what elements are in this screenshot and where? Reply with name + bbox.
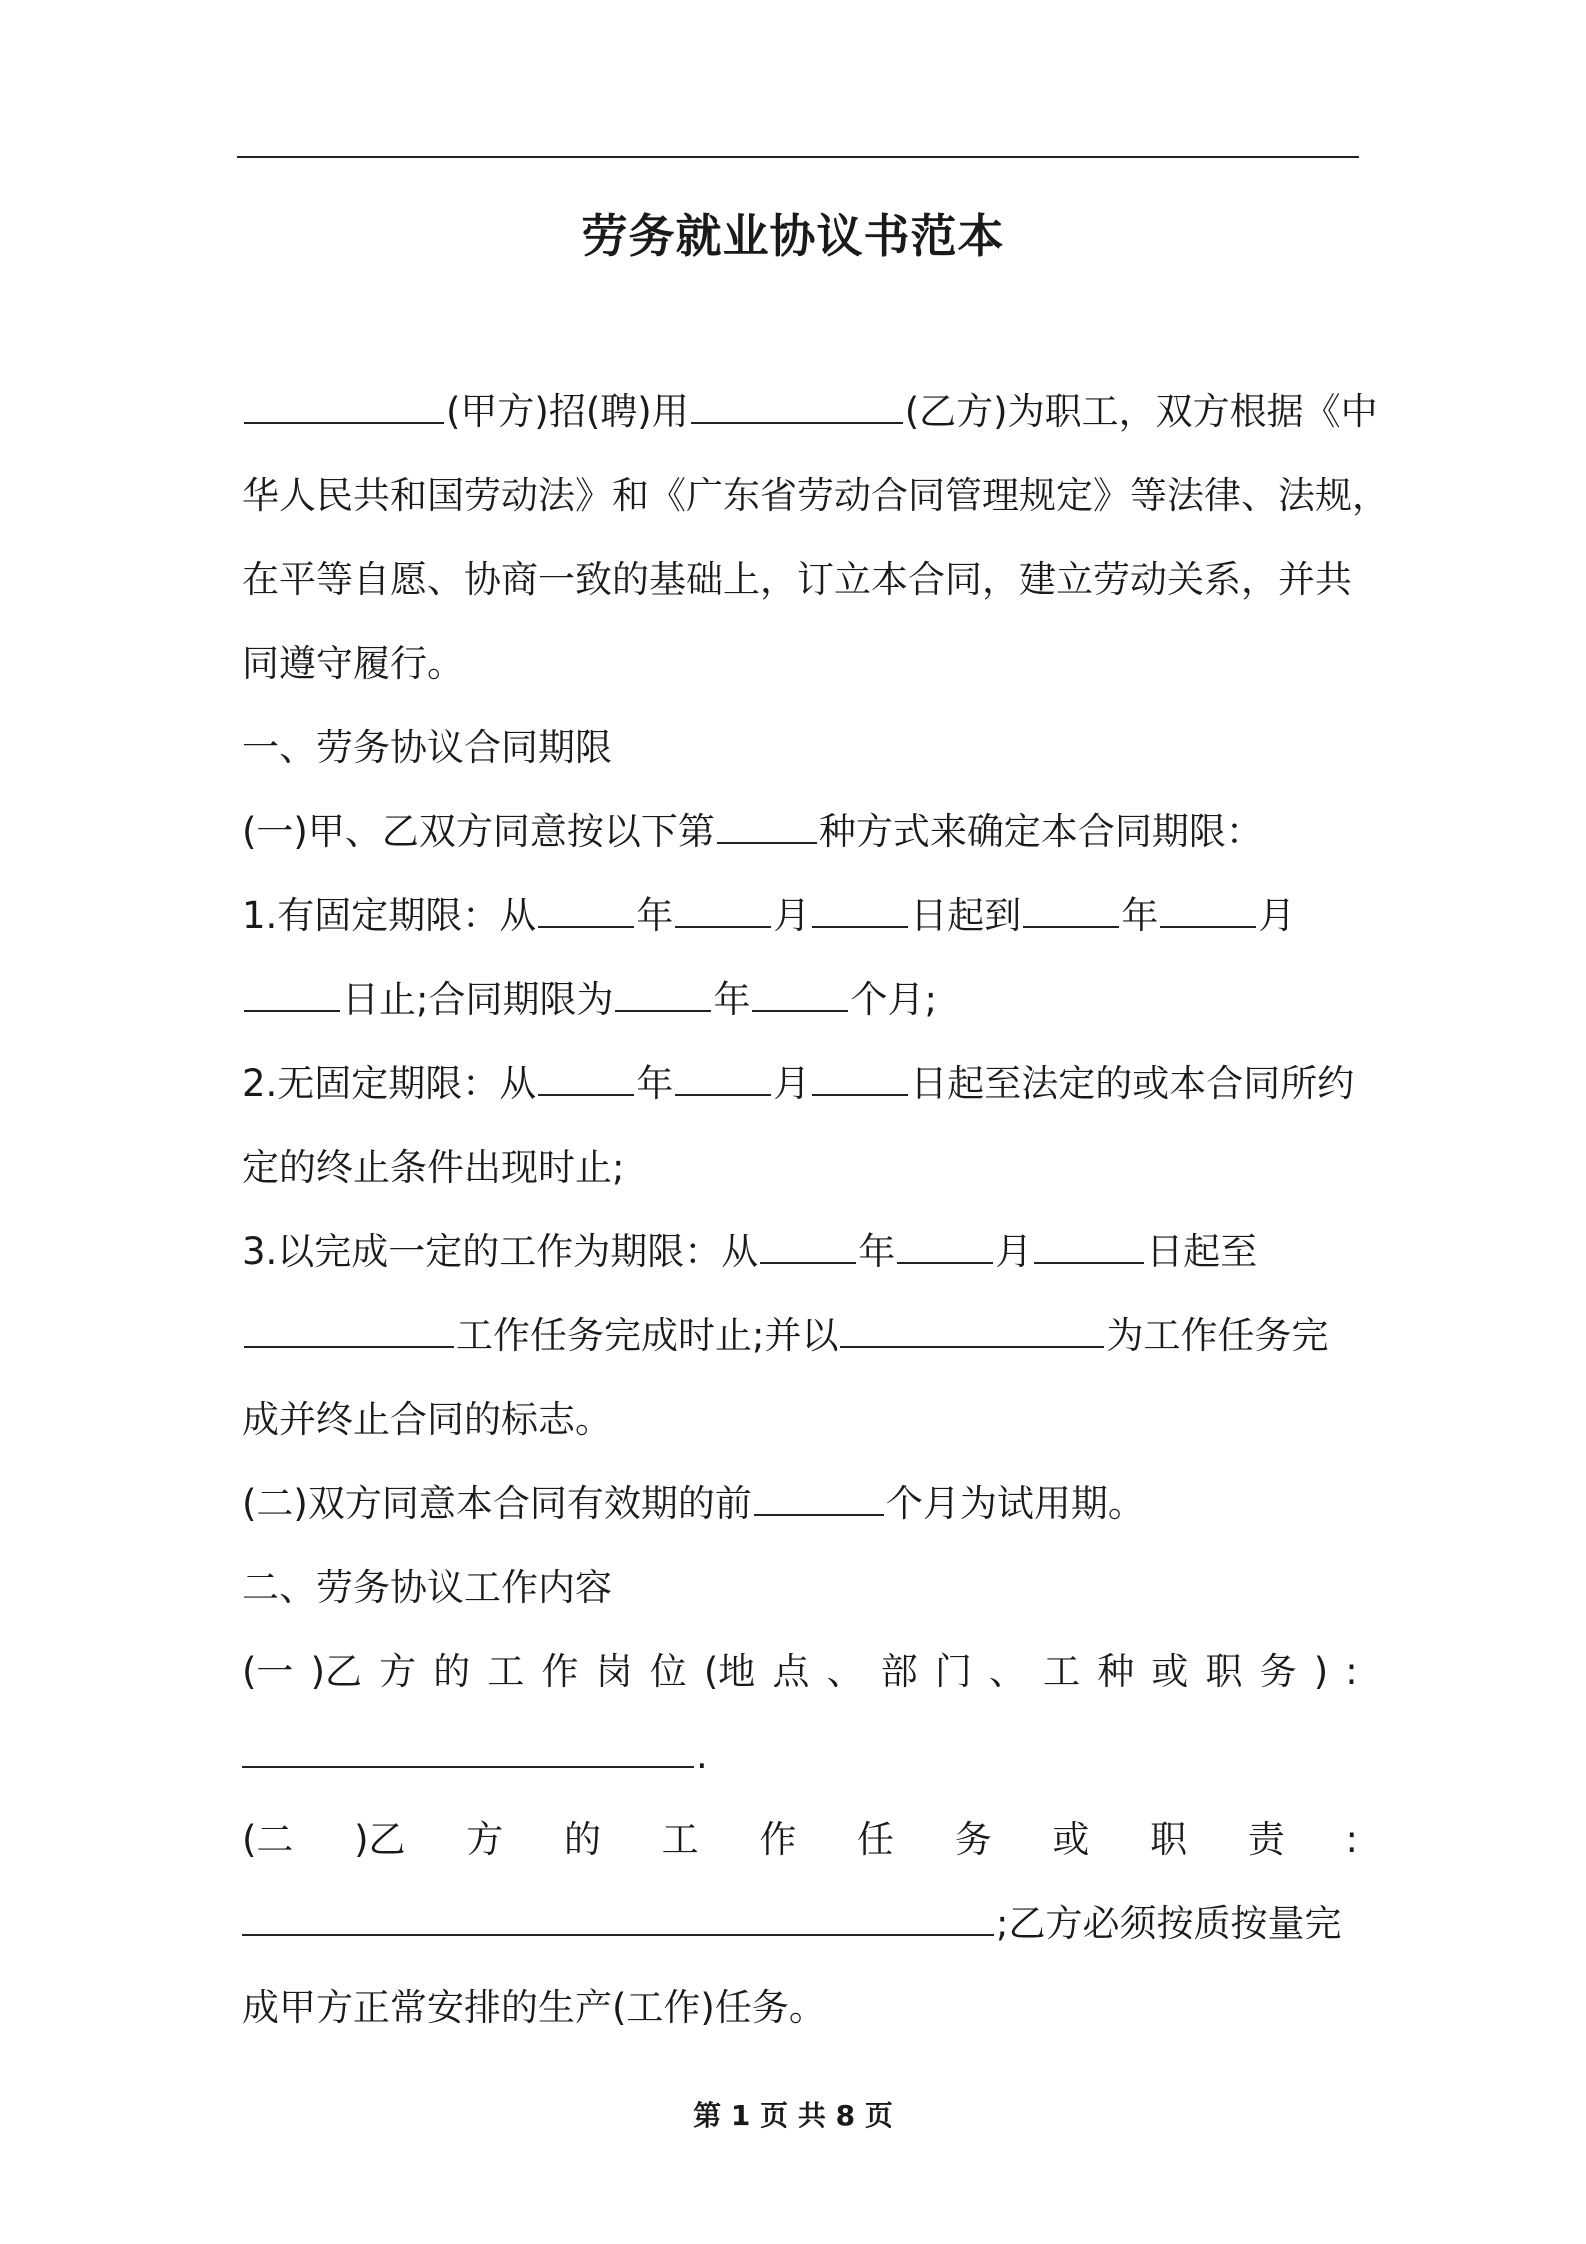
text: ) <box>1313 1650 1329 1693</box>
sec1-para-2 <box>242 1462 1358 1546</box>
text: 的 <box>563 1818 601 1861</box>
blank-party-b[interactable] <box>691 388 903 424</box>
blank-term-years[interactable] <box>615 976 711 1012</box>
text: 作 <box>541 1650 579 1693</box>
text: 年 <box>636 1062 674 1105</box>
blank-start-month[interactable] <box>897 1228 993 1264</box>
text: 月 <box>773 1062 811 1105</box>
text: 年 <box>858 1230 896 1273</box>
document-title: 劳务就业协议书范本 <box>581 209 1005 263</box>
text: 年 <box>713 978 751 1021</box>
text: 方 <box>379 1650 417 1693</box>
text: 种方式来确定本合同期限： <box>818 810 1263 853</box>
text: (二)双方同意本合同有效期的前 <box>242 1482 752 1525</box>
blank-task[interactable] <box>244 1312 454 1348</box>
document-body <box>242 370 1389 2050</box>
blank-end-month[interactable] <box>1160 892 1256 928</box>
section-2-heading: 二、劳务协议工作内容 <box>242 1566 612 1609</box>
text: (一)甲、乙双方同意按以下第 <box>242 810 715 853</box>
text: 或 <box>1151 1650 1189 1693</box>
text: 个月; <box>850 978 937 1021</box>
text: 务 <box>1259 1650 1297 1693</box>
text: (甲方)招(聘)用 <box>446 390 689 433</box>
item-3-line-2 <box>242 1294 1358 1378</box>
text: 工 <box>1043 1650 1081 1693</box>
text: 日起到 <box>910 894 1022 937</box>
intro-line-4: 同遵守履行。 <box>242 642 464 685</box>
text: 工作任务完成时止;并以 <box>456 1314 839 1357</box>
text: 、 <box>988 1650 1026 1693</box>
sec1-para-1 <box>242 790 1358 874</box>
blank-start-month[interactable] <box>675 892 771 928</box>
text: 工 <box>661 1818 699 1861</box>
blank-start-day[interactable] <box>1034 1228 1144 1264</box>
text: 作 <box>759 1818 797 1861</box>
sec2-para-1 <box>242 1630 1358 1714</box>
section-1-heading: 一、劳务协议合同期限 <box>242 726 612 769</box>
blank-party-a[interactable] <box>244 388 444 424</box>
text: 点 <box>772 1650 810 1693</box>
header-rule <box>237 156 1359 158</box>
text: 月 <box>995 1230 1033 1273</box>
text: )乙 <box>310 1650 362 1693</box>
blank-term-months[interactable] <box>752 976 848 1012</box>
text: 月 <box>1258 894 1296 937</box>
blank-start-day[interactable] <box>812 892 908 928</box>
sec2-para-2-line-2 <box>242 1882 1358 1966</box>
sec2-para-1-blank-line <box>242 1714 1358 1798</box>
sec2-para-2 <box>242 1798 1358 1882</box>
intro-line-1 <box>242 370 1378 454</box>
blank-end-year[interactable] <box>1023 892 1119 928</box>
item-2-line-1 <box>242 1042 1358 1126</box>
text: . <box>696 1734 708 1777</box>
text: 月 <box>773 894 811 937</box>
text: 日起至 <box>1146 1230 1258 1273</box>
item-2-line-2: 定的终止条件出现时止; <box>242 1146 625 1189</box>
blank-method-number[interactable] <box>717 808 817 844</box>
text: 为工作任务完 <box>1106 1314 1329 1357</box>
text: )乙 <box>354 1818 406 1861</box>
blank-start-year[interactable] <box>538 892 634 928</box>
text: 职 <box>1205 1650 1243 1693</box>
blank-start-year[interactable] <box>538 1060 634 1096</box>
text: 位 <box>649 1650 687 1693</box>
text: 、 <box>826 1650 864 1693</box>
text: 的 <box>433 1650 471 1693</box>
blank-start-day[interactable] <box>812 1060 908 1096</box>
blank-probation-months[interactable] <box>754 1480 884 1516</box>
text: : <box>1345 1650 1358 1693</box>
text: 岗 <box>595 1650 633 1693</box>
text: (二 <box>242 1818 294 1861</box>
item-3-line-1 <box>242 1210 1358 1294</box>
sec2-para-2-line-3: 成甲方正常安排的生产(工作)任务。 <box>242 1986 826 2029</box>
text: (一 <box>242 1650 294 1693</box>
page-footer: 第 1 页 共 8 页 <box>693 2099 893 2132</box>
text: 任 <box>857 1818 894 1861</box>
text: 门 <box>934 1650 972 1693</box>
text: 部 <box>880 1650 918 1693</box>
text: (地 <box>703 1650 756 1693</box>
text: : <box>1345 1818 1358 1861</box>
text: 日起至法定的或本合同所约 <box>910 1062 1355 1105</box>
blank-end-day[interactable] <box>244 976 340 1012</box>
text: 年 <box>1121 894 1159 937</box>
text: ;乙方必须按质按量完 <box>996 1902 1342 1945</box>
text: 方 <box>466 1818 504 1861</box>
blank-position[interactable] <box>242 1732 694 1768</box>
text: 职 <box>1150 1818 1188 1861</box>
text: 2.无固定期限：从 <box>242 1062 537 1105</box>
item-3-line-3: 成并终止合同的标志。 <box>242 1398 612 1441</box>
text: 个月为试用期。 <box>885 1482 1145 1525</box>
text: 或 <box>1052 1818 1090 1861</box>
text: 日止;合同期限为 <box>342 978 614 1021</box>
intro-line-3: 在平等自愿、协商一致的基础上，订立本合同，建立劳动关系，并共 <box>242 558 1352 601</box>
text: 责 <box>1247 1818 1285 1861</box>
blank-duties[interactable] <box>242 1900 994 1936</box>
text: (乙方)为职工，双方根据《中 <box>904 390 1378 433</box>
blank-completion-marker[interactable] <box>840 1312 1104 1348</box>
item-1-line-2 <box>242 958 1358 1042</box>
text: 年 <box>636 894 674 937</box>
text: 1.有固定期限：从 <box>242 894 537 937</box>
intro-line-2: 华人民共和国劳动法》和《广东省劳动合同管理规定》等法律、法规， <box>242 474 1389 517</box>
text: 种 <box>1097 1650 1135 1693</box>
blank-start-year[interactable] <box>760 1228 856 1264</box>
item-1-line-1 <box>242 874 1358 958</box>
blank-start-month[interactable] <box>675 1060 771 1096</box>
text: 工 <box>487 1650 525 1693</box>
text: 3.以完成一定的工作为期限：从 <box>242 1230 759 1273</box>
text: 务 <box>954 1818 992 1861</box>
